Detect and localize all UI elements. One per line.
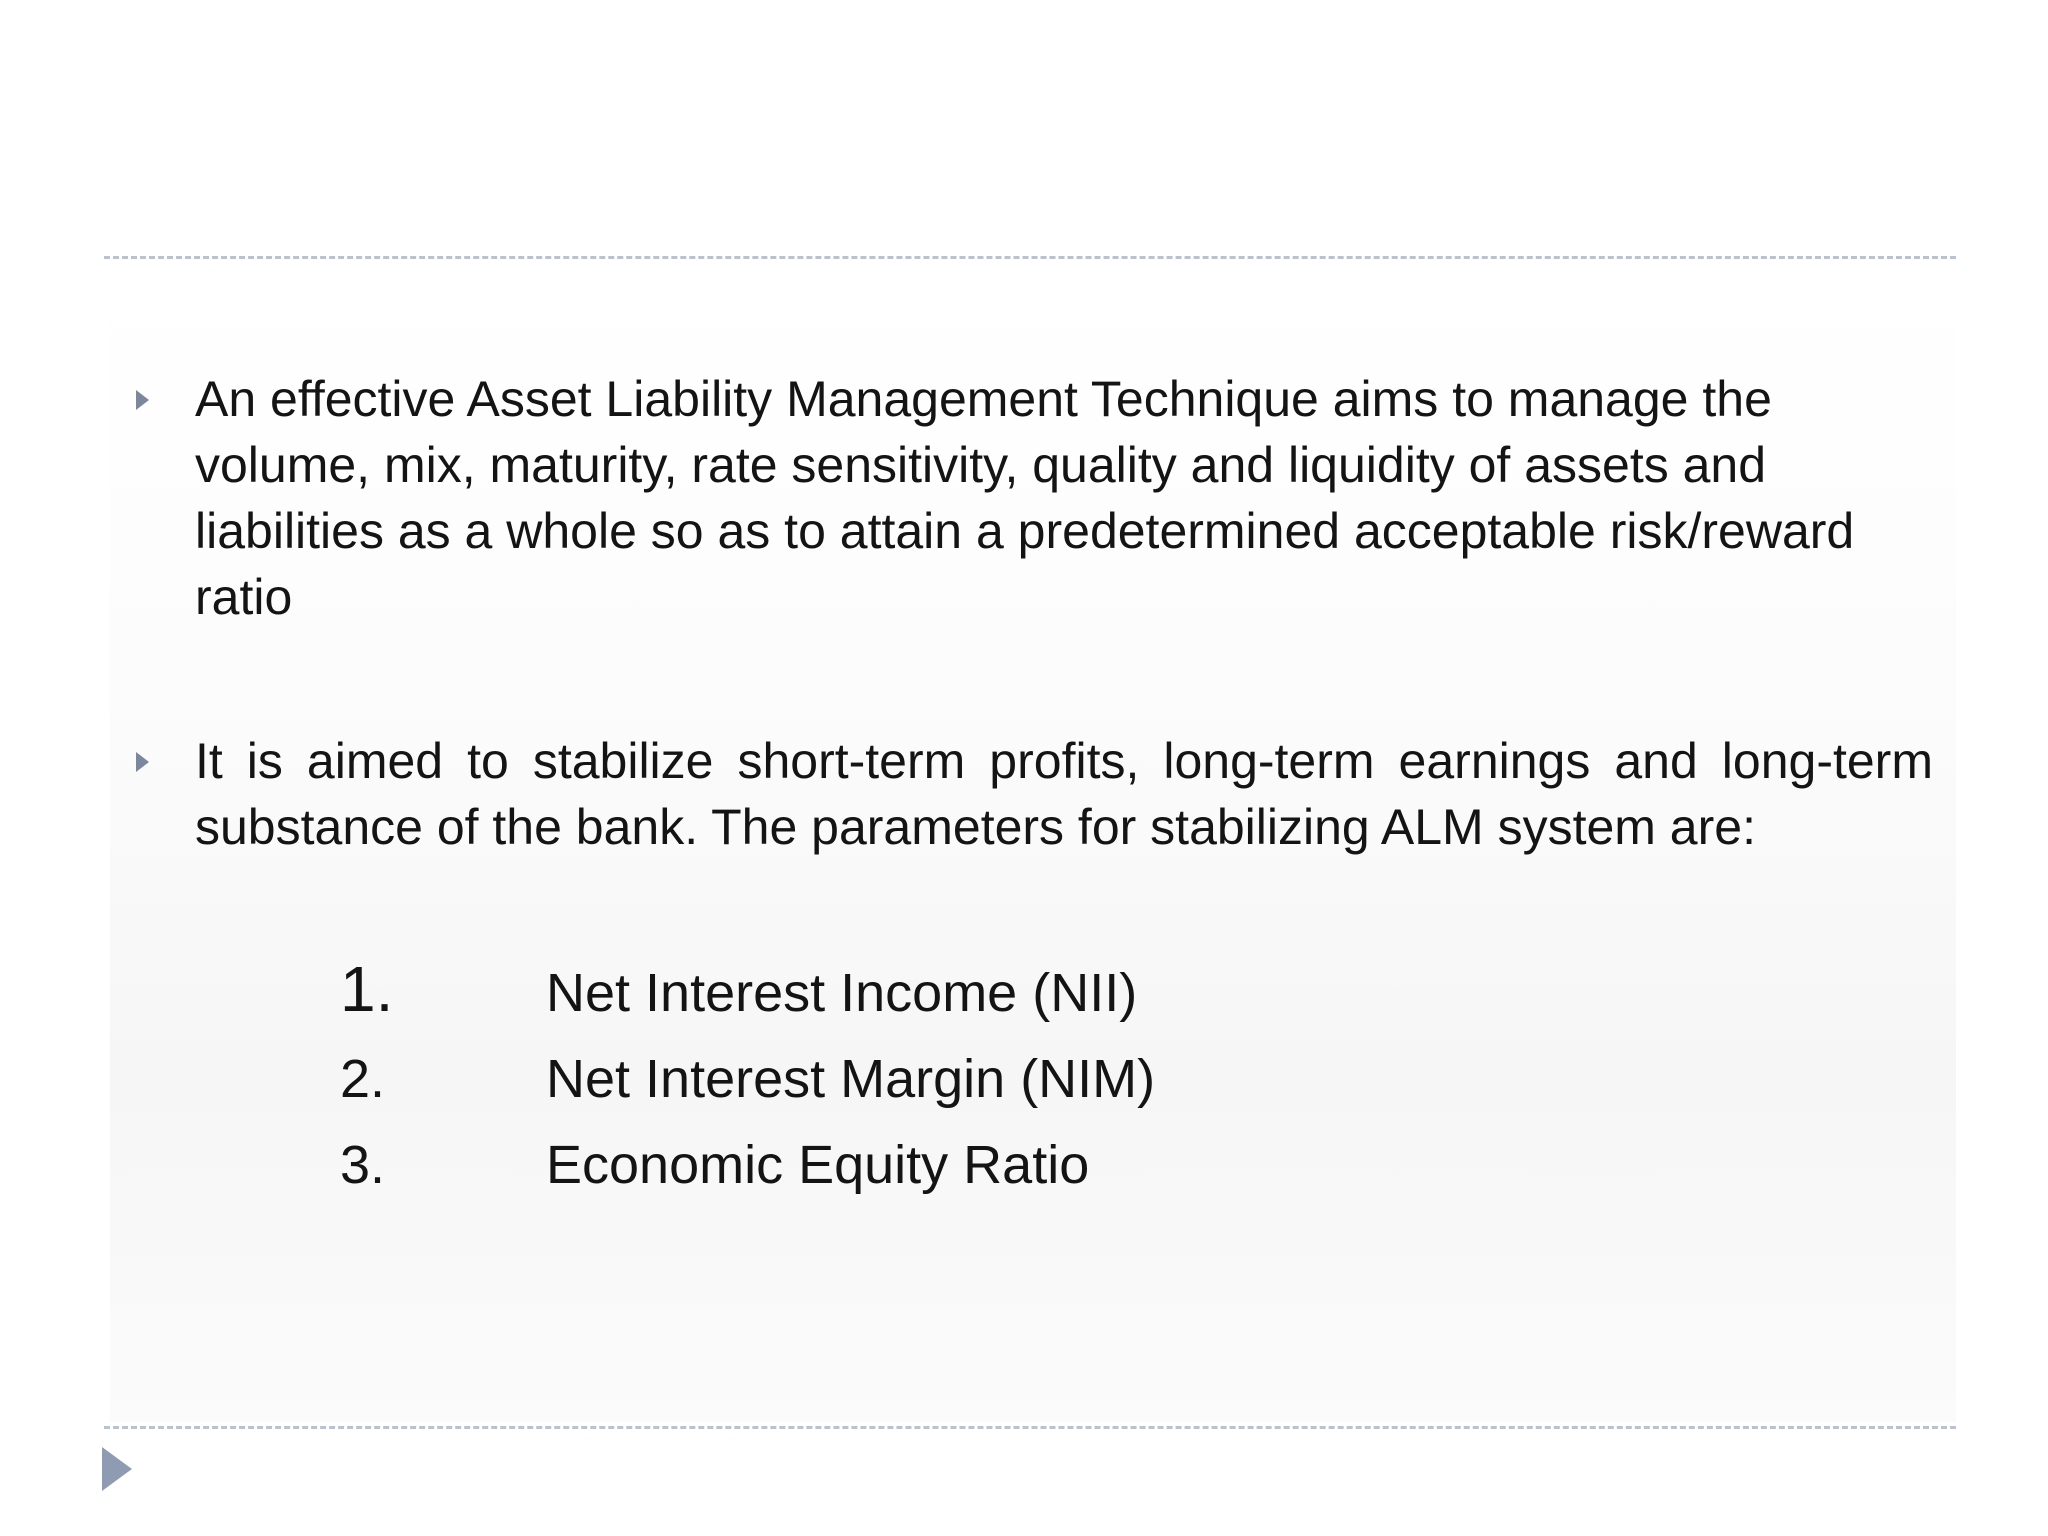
corner-triangle-icon	[102, 1447, 132, 1491]
top-dashed-divider	[104, 256, 1956, 259]
bottom-dashed-divider	[104, 1426, 1956, 1429]
bullet-paragraph-alm-technique: An effective Asset Liability Management Technique aims to manage the volume, mix, maturity, rate sensitivity, quality and liquidity of assets and liabilities as a whole so as to attain a predetermined acceptable risk/reward ratio	[195, 371, 1855, 625]
list-number: 3.	[340, 1135, 386, 1195]
bullet-paragraph-alm-aims: It is aimed to stabilize short-term profits, long-term earnings and long-term substance of the bank. The parameters for stabilizing ALM system are:	[195, 733, 1933, 855]
list-label: Net Interest Income (NII)	[546, 963, 1138, 1023]
triangle-bullet-icon	[136, 390, 149, 410]
list-number: 1.	[340, 953, 394, 1025]
list-number: 2.	[340, 1049, 386, 1109]
list-label: Economic Equity Ratio	[546, 1135, 1090, 1195]
list-label: Net Interest Margin (NIM)	[546, 1049, 1156, 1109]
triangle-bullet-icon	[136, 752, 149, 772]
